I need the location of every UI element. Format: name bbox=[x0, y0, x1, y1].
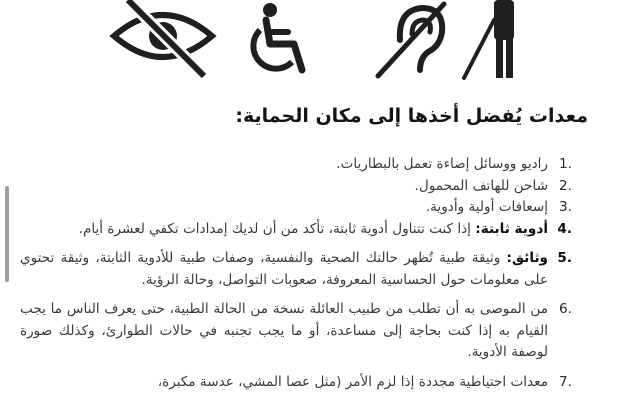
item-text: معدات احتياطية مجددة إذا لزم الأمر (مثل عصا المشي، عدسة مكبرة، bbox=[157, 373, 548, 390]
item-term: وثائق: bbox=[506, 250, 548, 266]
item-text: من الموصى به أن تطلب من طبيب العائلة نسخة من الحالة الطبية، حتى يعرف الناس ما يجب القيام به إذا كنت بحاجة إلى مساعدة، أو ما يجب تجنبه في حالات الطوارئ، وكذلك صورة لوصفة الأدوية. bbox=[20, 301, 548, 360]
item-text: إذا كنت تتناول أدوية ثابتة، تأكد من أن لديك إمدادات تكفي لعشرة أيام. bbox=[78, 220, 476, 237]
section-heading: معدات يُفضل أخذها إلى مكان الحماية: bbox=[235, 105, 588, 127]
scrollbar-thumb[interactable] bbox=[5, 186, 9, 282]
item-text: راديو ووسائل إضاءة تعمل بالبطاريات. bbox=[336, 156, 548, 172]
list-item bbox=[20, 248, 572, 291]
list-item bbox=[20, 154, 572, 176]
item-term: أدوية ثابتة: bbox=[475, 220, 548, 237]
list-item bbox=[20, 299, 572, 364]
list-item bbox=[20, 219, 572, 241]
eye-slash-icon bbox=[108, 0, 218, 80]
document-body bbox=[20, 104, 588, 393]
item-number: 3. bbox=[559, 199, 572, 215]
list-item bbox=[20, 372, 572, 394]
item-text: شاحن للهاتف المحمول. bbox=[414, 177, 548, 194]
item-number: 2. bbox=[559, 177, 572, 194]
item-number: 7. bbox=[559, 373, 572, 390]
item-number: 6. bbox=[559, 301, 572, 317]
item-number: 4. bbox=[557, 220, 572, 237]
item-text: وثيقة طبية تُظهر حالتك الصحية والنفسية، وصفات طبية للأدوية الثابتة، وثيقة تحتوي على معلومات حول الحساسية المعروفة، صعوبات التواصل، وحالة الرؤية. bbox=[20, 250, 548, 288]
item-number: 1. bbox=[559, 156, 572, 172]
hearing-impaired-icon bbox=[372, 0, 452, 80]
item-text: إسعافات أولية وأدوية. bbox=[425, 199, 548, 215]
accessibility-icons-row bbox=[0, 0, 642, 82]
equipment-list bbox=[20, 154, 572, 393]
list-item bbox=[20, 176, 572, 198]
blind-person-cane-icon bbox=[458, 0, 538, 82]
list-item bbox=[20, 197, 572, 219]
item-number: 5. bbox=[557, 250, 572, 266]
wheelchair-icon bbox=[236, 0, 316, 80]
